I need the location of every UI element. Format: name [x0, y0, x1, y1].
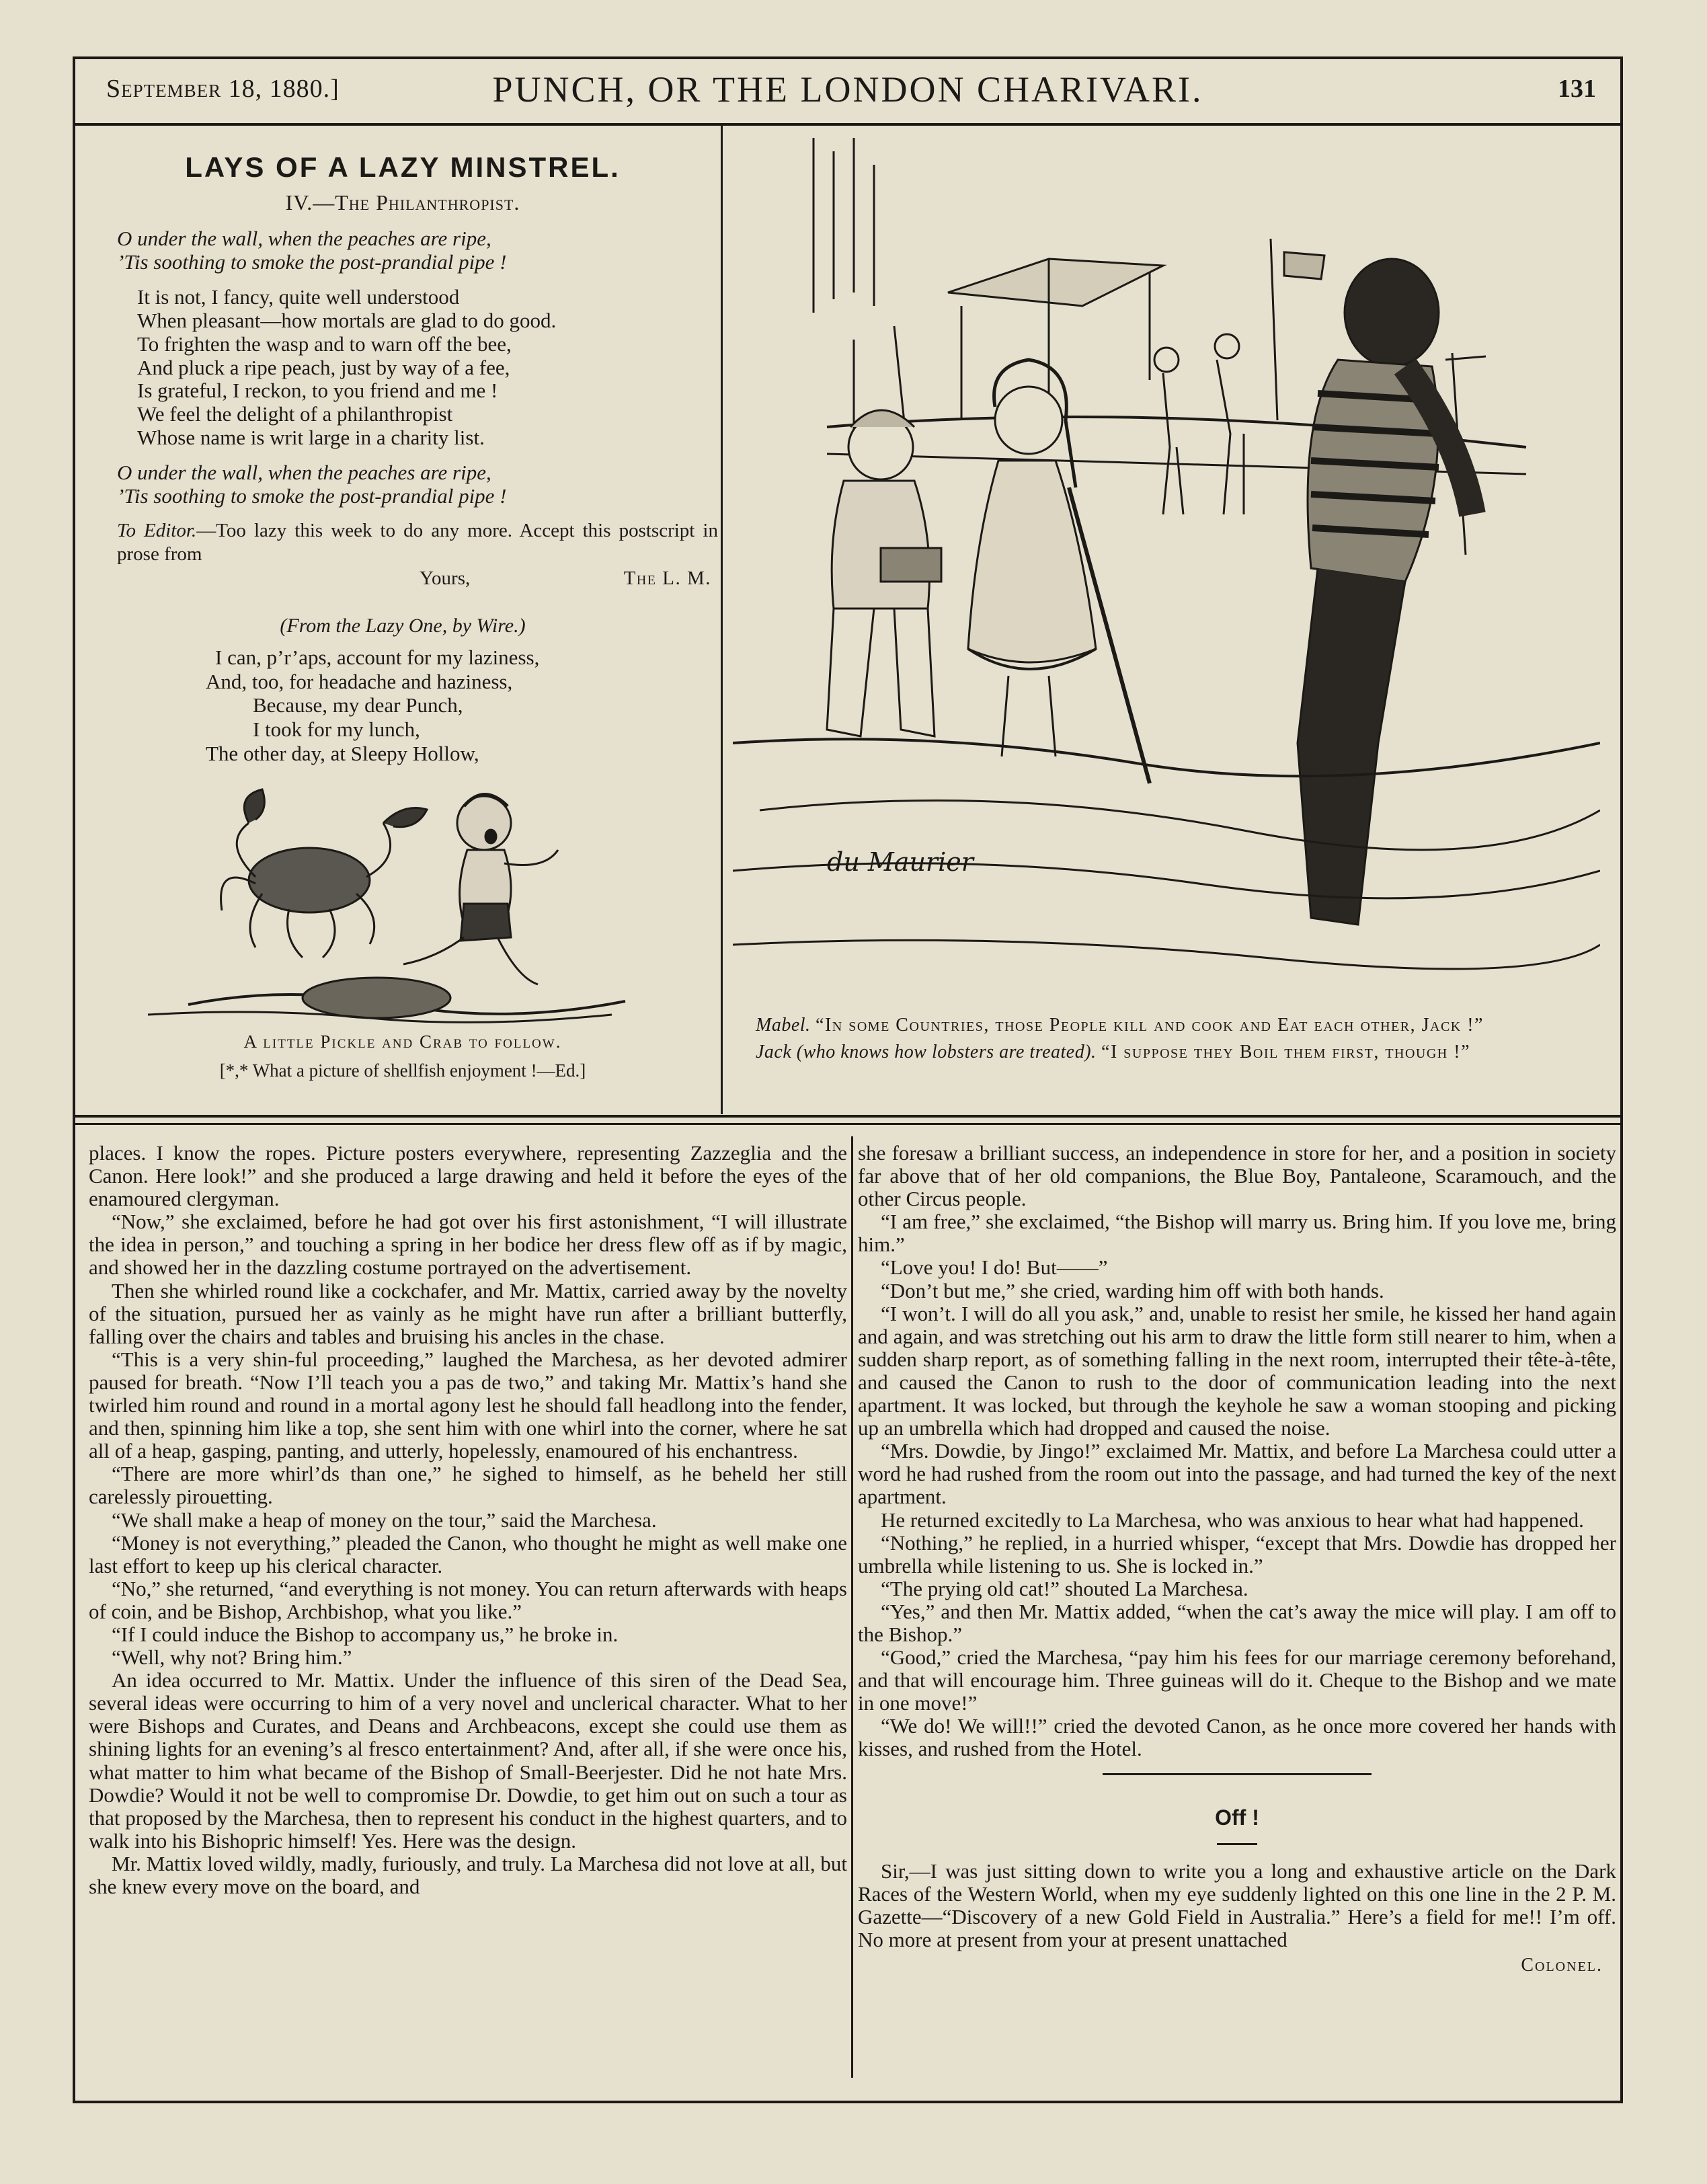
- poem-line: O under the wall, when the peaches are ripe,: [117, 227, 491, 250]
- editor-label: To Editor.: [117, 519, 197, 541]
- poem-title: LAYS OF A LAZY MINSTREL.: [185, 151, 621, 183]
- story-paragraph: places. I know the ropes. Picture posters everywhere, representing Zazzeglia and the Canon. Here look!” and she produced a large drawing and held it before the eyes of the enamoured clergyman.: [89, 1141, 847, 1211]
- poem-refrain-2: [87, 461, 718, 508]
- wire-verse: [87, 646, 718, 765]
- section-rule-1: [75, 1115, 1620, 1118]
- crab-note: [*,* What a picture of shellfish enjoyment !—Ed.]: [219, 1060, 586, 1081]
- poem-line: ’Tis soothing to smoke the post-prandial pipe !: [117, 249, 507, 274]
- off-top-rule: [1103, 1773, 1372, 1775]
- poem-line: Whose name is writ large in a charity list.: [137, 425, 485, 449]
- artist-signature: du Maurier: [827, 847, 974, 877]
- story-paragraph: “The prying old cat!” shouted La Marchesa.: [881, 1576, 1248, 1600]
- poem-subtitle: IV.—The Philanthropist.: [285, 190, 520, 214]
- editor-signature: [117, 567, 718, 590]
- poem-body: [87, 286, 718, 449]
- story-paragraph: “Yes,” and then Mr. Mattix added, “when the cat’s away the mice will play. I am off to the Bishop.”: [858, 1599, 1616, 1646]
- editor-sign-yours: Yours,: [420, 567, 471, 589]
- story-paragraph: Then she whirled round like a cockchafer, and Mr. Mattix, carried away by the novelty of the situation, pursued her as vainly as he might have run after a brilliant butterfly, falling over the chairs and tables and bruising his ancles in the chase.: [89, 1278, 847, 1348]
- wire-line: The other day, at Sleepy Hollow,: [206, 741, 479, 765]
- header-rule: [75, 123, 1620, 126]
- caption-speaker-mabel: Mabel.: [756, 1015, 811, 1036]
- caption-text-mabel: “In some Countries, those People kill and cook and Eat each other, Jack !”: [816, 1015, 1484, 1036]
- editor-sign-name: The L. M.: [623, 567, 711, 589]
- wire-line: I can, p’r’aps, account for my laziness,: [215, 646, 540, 670]
- story-paragraph: An idea occurred to Mr. Mattix. Under the influence of this siren of the Dead Sea, several ideas were occurring to him of a very novel and unclerical character. What to her were Bishops and Curates, and Deans and Archbeacons, except she could use them as shining lights for an evening’s al fresco entertainment? And, after all, if she were once his, what matter to him what became of the Bishop of Small-Beerjester. Did he not hate Mrs. Dowdie? Would it not be well to compromise Dr. Dowdie, to get him out on such a tour as that proposed by the Marchesa, then to represent his conduct in the highest quarters, and to walk into his Bishopric himself! Yes. Here was the design.: [89, 1668, 847, 1852]
- column-divider-top: [721, 126, 723, 1114]
- poem-line: Is grateful, I reckon, to you friend and me !: [137, 379, 498, 403]
- story-paragraph: “There are more whirl’ds than one,” he sighed to himself, as he beheld her still carelessly pirouetting.: [89, 1462, 847, 1509]
- caption-line-2: [729, 1039, 1603, 1066]
- page-number: 131: [1558, 75, 1596, 103]
- story-paragraph: “Mrs. Dowdie, by Jingo!” exclaimed Mr. Mattix, and before La Marchesa could utter a word he had rushed from the room out into the passage, and had turned the key of the next apartment.: [858, 1439, 1616, 1509]
- poem-line: ’Tis soothing to smoke the post-prandial pipe !: [117, 484, 507, 508]
- off-text: Sir,—I was just sitting down to write you a long and exhaustive article on the Dark Races of the Western World, when my eye suddenly lighted on this one line in the 2 P. M. Gazette—“Discovery of a new Gold Field in Australia.” Here’s a field for me!! I’m off. No more at present from your at present unattached: [858, 1859, 1616, 1951]
- story-paragraph: “Now,” she exclaimed, before he had got over his first astonishment, “I will illustrate the idea in person,” and touching a spring in her bodice her dress flew off as if by magic, and showed her in the dazzling costume portrayed on the advertisement.: [89, 1210, 847, 1280]
- caption-speaker-jack: Jack: [756, 1041, 792, 1062]
- story-paragraph: “We shall make a heap of money on the tour,” said the Marchesa.: [112, 1508, 657, 1532]
- editor-text: —Too lazy this week to do any more. Accept this postscript in prose from: [117, 519, 718, 566]
- cartoon-illustration: [733, 138, 1600, 1012]
- section-rule-2: [75, 1123, 1620, 1125]
- story-paragraph: “Love you! I do! But——”: [881, 1255, 1108, 1280]
- story-paragraph: “Nothing,” he replied, in a hurried whisper, “except that Mrs. Dowdie has dropped her umbrella while listening to us. She is locked in.”: [858, 1530, 1616, 1577]
- story-column-right: [858, 1142, 1616, 1976]
- story-paragraph: “I won’t. I will do all you ask,” and, unable to resist her smile, he kissed her hand again and again, and was stretching out his arm to draw the little form still nearer to him, when a sudden sharp report, as of something falling in the next room, interrupted their tête-à-tête, and caused the Canon to rush to the door of communication leading into the next apartment. It was locked, but through the keyhole he saw a woman stooping and picking up an umbrella which had dropped and caused the noise.: [858, 1301, 1616, 1440]
- beach-scene-drawing: [733, 138, 1600, 1012]
- cartoon-caption: [729, 1012, 1603, 1066]
- publication-title: PUNCH, OR THE LONDON CHARIVARI.: [492, 69, 1203, 110]
- caption-aside-jack: (who knows how lobsters are treated).: [796, 1041, 1097, 1062]
- column-divider-bottom: [851, 1136, 853, 2078]
- poem-line: It is not, I fancy, quite well understood: [137, 285, 460, 309]
- story-paragraph: she foresaw a brilliant success, an independence in store for her, and a position in society far above that of her old companions, the Blue Boy, Pantaleone, Scaramouch, and the other Circus people.: [858, 1141, 1616, 1211]
- off-signature: Colonel.: [1521, 1955, 1603, 1976]
- poem-line: O under the wall, when the peaches are ripe,: [117, 461, 491, 485]
- crab-caption: A little Pickle and Crab to follow.: [243, 1031, 562, 1052]
- masthead: [75, 59, 1620, 123]
- caption-line-1: [729, 1012, 1603, 1039]
- editor-note: [87, 519, 718, 590]
- story-paragraph: He returned excitedly to La Marchesa, who was anxious to hear what had happened.: [881, 1508, 1584, 1532]
- crab-and-boy-drawing: [87, 783, 718, 1031]
- story-paragraph: Mr. Mattix loved wildly, madly, furiously, and truly. La Marchesa did not love at all, but she knew every move on the board, and: [89, 1851, 847, 1898]
- story-paragraph: “If I could induce the Bishop to accompany us,” he broke in.: [112, 1622, 619, 1646]
- wire-line: I took for my lunch,: [253, 717, 420, 741]
- story-paragraph: “Money is not everything,” pleaded the Canon, who thought he might as well make one last effort to keep up his clerical character.: [89, 1530, 847, 1577]
- poem-refrain-1: [87, 227, 718, 274]
- issue-date: September 18, 1880.]: [106, 75, 340, 103]
- caption-text-jack: “I suppose they Boil them first, though !”: [1101, 1041, 1471, 1062]
- poem-line: To frighten the wasp and to warn off the bee,: [137, 332, 512, 356]
- off-short-rule: [1217, 1843, 1257, 1845]
- wire-heading: (From the Lazy One, by Wire.): [280, 615, 526, 637]
- story-paragraph: “I am free,” she exclaimed, “the Bishop will marry us. Bring him. If you love me, bring him.”: [858, 1210, 1616, 1257]
- wire-line: Because, my dear Punch,: [253, 693, 463, 717]
- poem-line: And pluck a ripe peach, just by way of a fee,: [137, 355, 510, 379]
- story-paragraph: “No,” she returned, “and everything is not money. You can return afterwards with heaps of coin, and be Bishop, Archbishop, what you like.”: [89, 1576, 847, 1623]
- story-paragraph: “This is a very shin-ful proceeding,” laughed the Marchesa, as her devoted admirer paused for breath. “Now I’ll teach you a pas de two,” and taking Mr. Mattix’s hand she twirled him round and round in a mortal agony lest he should fall headlong into the fender, and then, spinning him like a top, she sent him with one whirl into the corner, where he sat all of a heap, gasping, panting, and utterly, hopelessly, enamoured of his enchantress.: [89, 1347, 847, 1463]
- poem-column: [87, 145, 718, 1081]
- wire-line: And, too, for headache and haziness,: [206, 669, 513, 693]
- off-title: Off !: [1215, 1805, 1259, 1830]
- story-paragraph: “Well, why not? Bring him.”: [112, 1645, 352, 1670]
- story-column-left: [89, 1142, 847, 1898]
- story-paragraph: “We do! We will!!” cried the devoted Canon, as he once more covered her hands with kisses, and rushed from the Hotel.: [858, 1714, 1616, 1761]
- story-paragraph: “Don’t but me,” she cried, warding him off with both hands.: [881, 1278, 1384, 1302]
- crab-illustration: [87, 783, 718, 1031]
- poem-line: We feel the delight of a philanthropist: [137, 402, 453, 426]
- poem-line: When pleasant—how mortals are glad to do good.: [137, 309, 557, 333]
- story-paragraph: “Good,” cried the Marchesa, “pay him his fees for our marriage ceremony beforehand, and that will encourage him. Three guineas will do it. Cheque to the Bishop and we mate in one move!”: [858, 1645, 1616, 1715]
